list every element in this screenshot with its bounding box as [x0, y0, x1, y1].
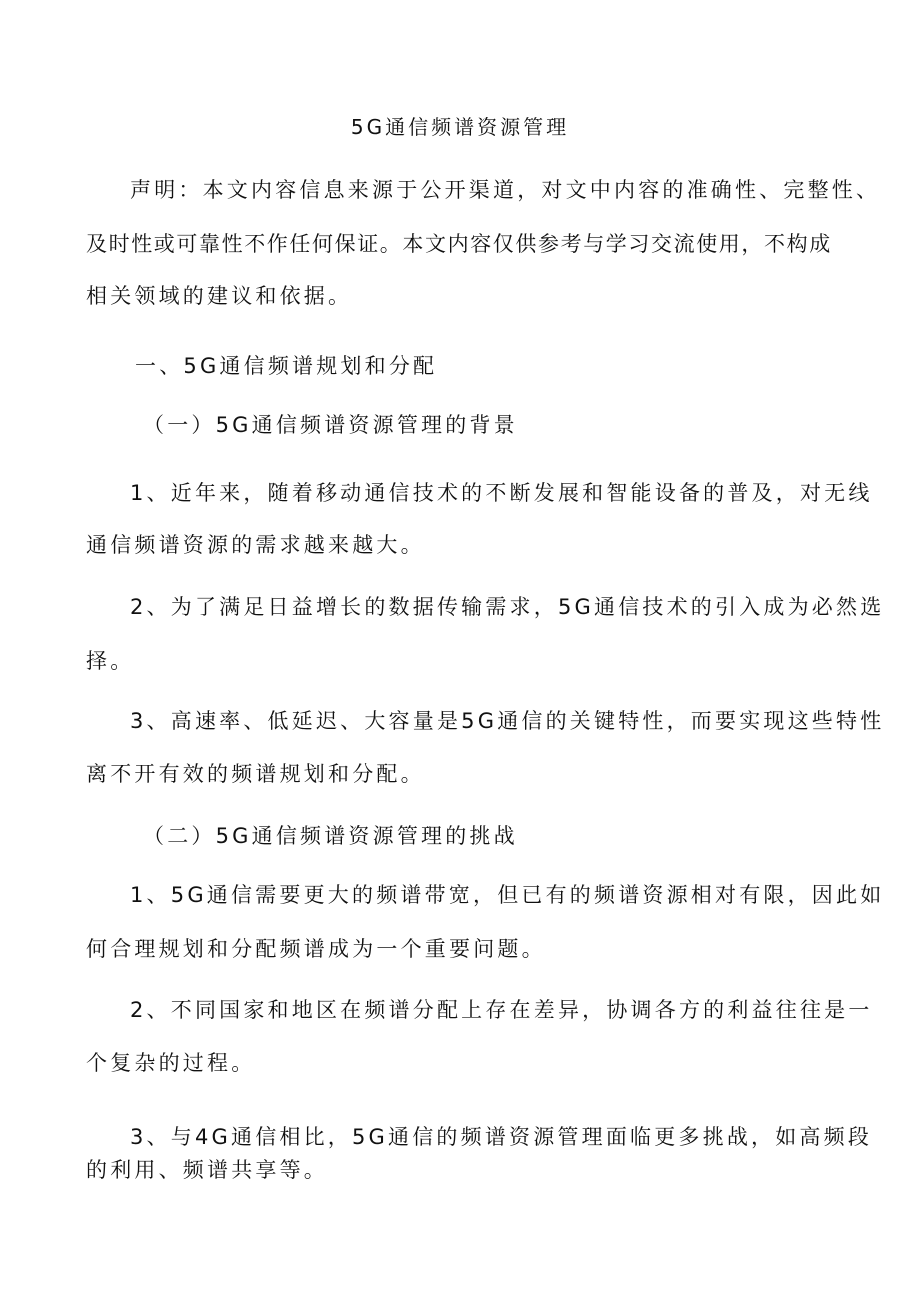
disclaimer-line-3: 相关领域的建议和依据。	[86, 284, 353, 308]
disclaimer-line-1: 声明：本文内容信息来源于公开渠道，对文中内容的准确性、完整性、	[130, 178, 881, 202]
paragraph-line: 择。	[86, 649, 135, 673]
paragraph-line: 何合理规划和分配频谱成为一个重要问题。	[86, 937, 546, 961]
paragraph-line: 的利用、频谱共享等。	[86, 1158, 328, 1182]
paragraph-line: 1、5G通信需要更大的频谱带宽，但已有的频谱资源相对有限，因此如	[130, 883, 885, 907]
paragraph-line: 2、不同国家和地区在频谱分配上存在差异，协调各方的利益往往是一	[130, 998, 873, 1022]
document-title: 5G通信频谱资源管理	[350, 115, 570, 139]
paragraph-line: 2、为了满足日益增长的数据传输需求，5G通信技术的引入成为必然选	[130, 595, 885, 619]
paragraph-line: 1、近年来，随着移动通信技术的不断发展和智能设备的普及，对无线	[130, 481, 873, 505]
paragraph-line: 3、高速率、低延迟、大容量是5G通信的关键特性，而要实现这些特性	[130, 709, 885, 733]
paragraph-line: 个复杂的过程。	[86, 1051, 256, 1075]
paragraph-line: 离不开有效的频谱规划和分配。	[86, 762, 425, 786]
subsection-heading-2: （二）5G通信频谱资源管理的挑战	[143, 824, 518, 848]
subsection-heading-1: （一）5G通信频谱资源管理的背景	[143, 413, 518, 437]
disclaimer-line-2: 及时性或可靠性不作任何保证。本文内容仅供参考与学习交流使用，不构成	[86, 232, 832, 256]
section-heading-1: 一、5G通信频谱规划和分配	[135, 354, 438, 378]
paragraph-line: 通信频谱资源的需求越来越大。	[86, 533, 425, 557]
paragraph-line: 3、与4G通信相比，5G通信的频谱资源管理面临更多挑战，如高频段	[130, 1125, 873, 1149]
